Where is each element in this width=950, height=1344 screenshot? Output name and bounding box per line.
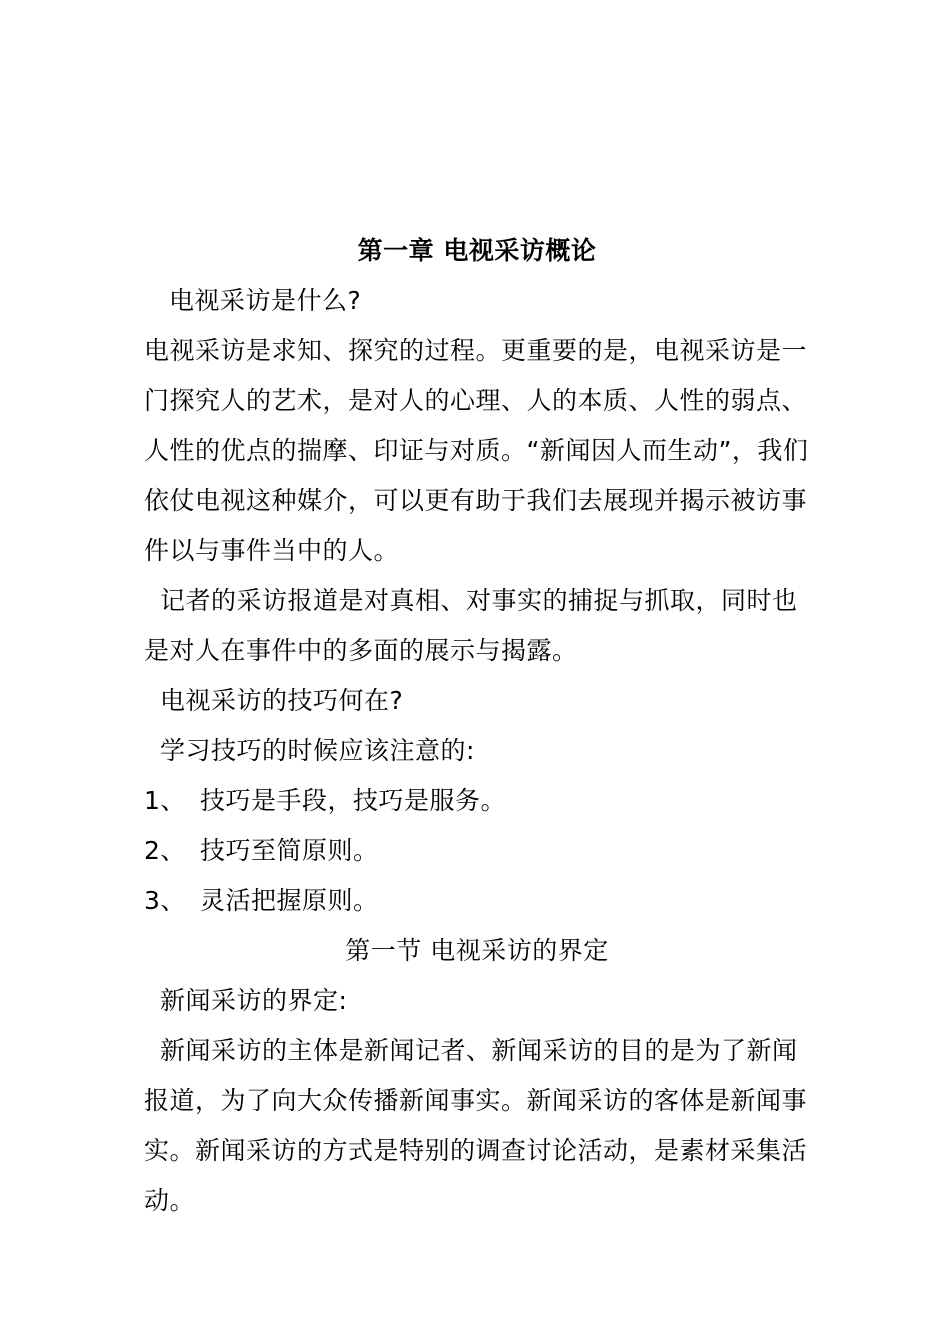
question-techniques: 电视采访的技巧何在? xyxy=(160,686,404,715)
paragraph-learning-note: 学习技巧的时候应该注意的: xyxy=(160,736,475,765)
list-number: 3、 xyxy=(144,886,186,915)
list-number: 1、 xyxy=(144,786,186,815)
paragraph-reporter: 记者的采访报道是对真相、对事实的捕捉与抓取，同时也是对人在事件中的多面的展示与揭露。 xyxy=(144,586,798,665)
list-item xyxy=(144,876,810,926)
section-title: 第一节 电视采访的界定 xyxy=(345,936,609,965)
list-text: 技巧至简原则。 xyxy=(200,836,379,865)
chapter-title: 第一章 电视采访概论 xyxy=(357,236,597,265)
list-text: 灵活把握原则。 xyxy=(200,886,379,915)
list-item xyxy=(144,826,810,876)
paragraph-news-definition: 新闻采访的主体是新闻记者、新闻采访的目的是为了新闻报道，为了向大众传播新闻事实。新闻采访的客体是新闻事实。新闻采访的方式是特别的调查讨论活动，是素材采集活动。 xyxy=(144,1036,808,1215)
list-number: 2、 xyxy=(144,836,186,865)
list-text: 技巧是手段，技巧是服务。 xyxy=(200,786,507,815)
document-body xyxy=(144,226,810,1226)
question-what-is-tv-interview: 电视采访是什么? xyxy=(169,286,362,315)
paragraph-definition: 电视采访是求知、探究的过程。更重要的是，电视采访是一门探究人的艺术，是对人的心理、人的本质、人性的弱点、人性的优点的揣摩、印证与对质。“新闻因人而生动”，我们依仗电视这种媒介，可以更有助于我们去展现并揭示被访事件以与事件当中的人。 xyxy=(144,336,809,565)
paragraph-news-definition-heading: 新闻采访的界定: xyxy=(160,986,348,1015)
list-item xyxy=(144,776,810,826)
